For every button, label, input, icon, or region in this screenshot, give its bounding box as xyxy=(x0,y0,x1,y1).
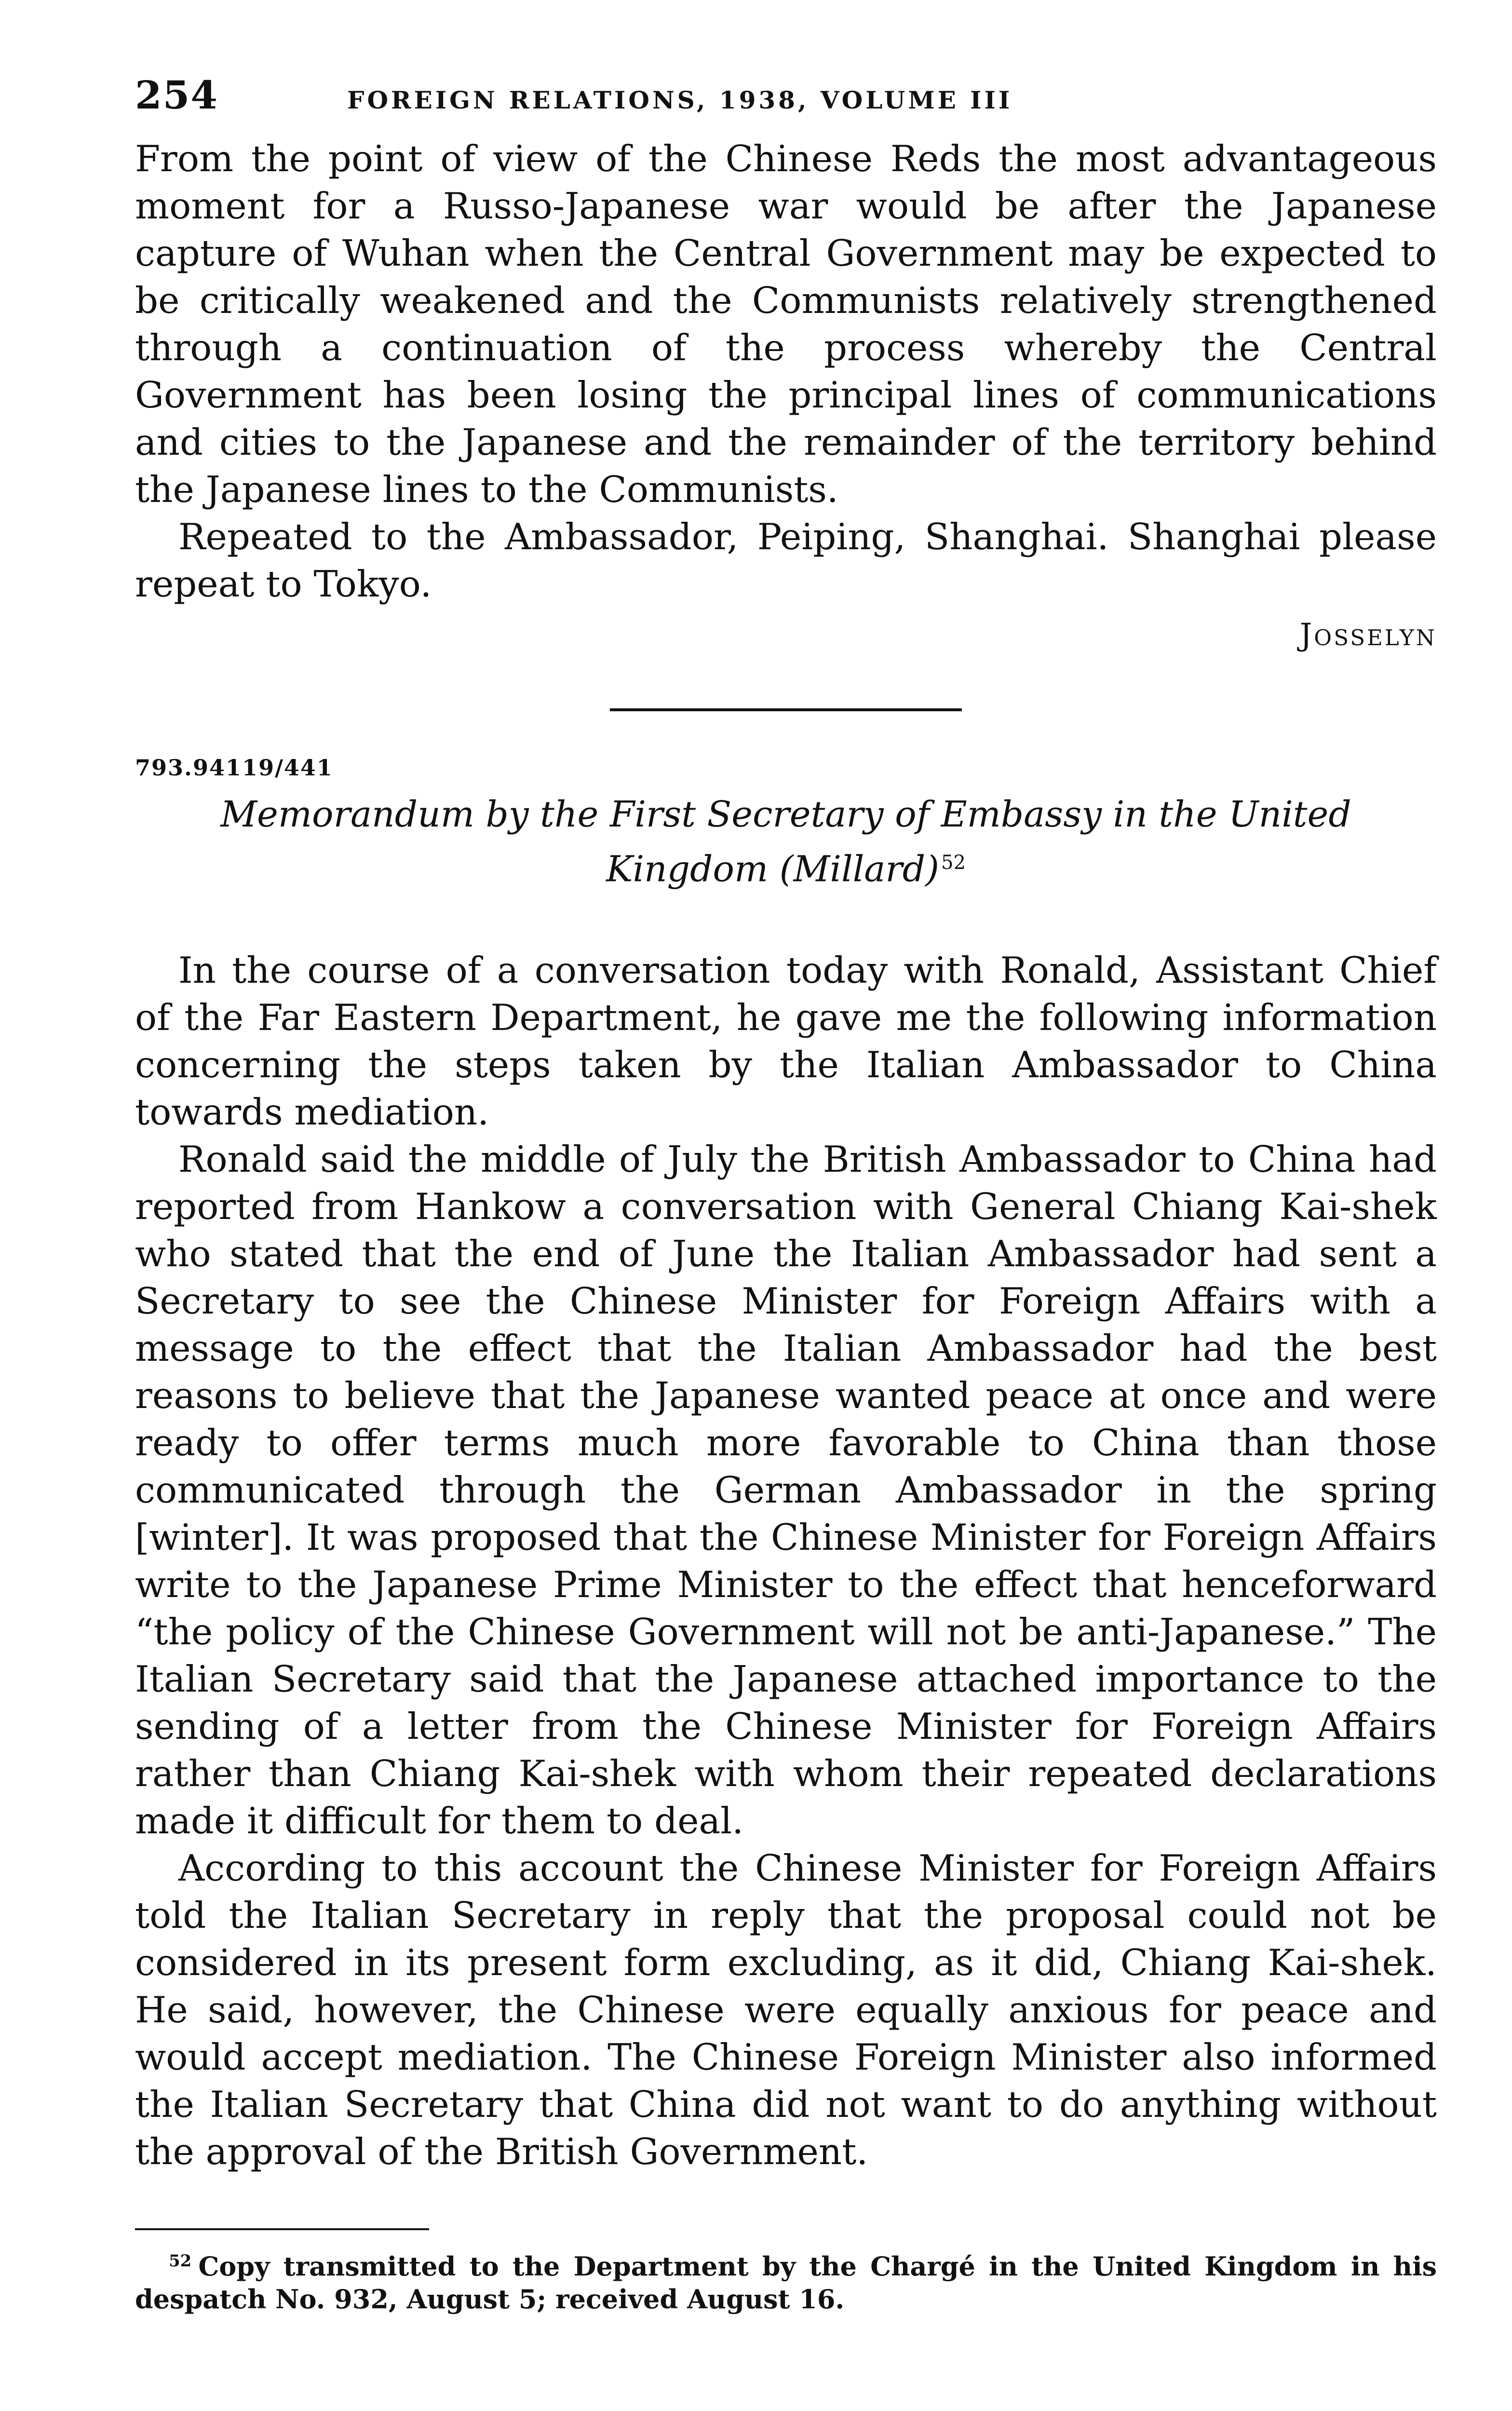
memorandum-body xyxy=(135,947,1437,2175)
document-page xyxy=(135,72,1437,2316)
footnote-text: Copy transmitted to the Department by the Chargé in the United Kingdom in his despatch No. 932, August 5; received August 16. xyxy=(135,2250,1437,2315)
memorandum-paragraph-2: Ronald said the middle of July the British Ambassador to China had reported from Hankow a conversation with General Chiang Kai-shek who stated that the end of June the Italian Ambassador had sent a Secretary to see the Chinese Minister for Foreign Affairs with a message to the effect that the Italian Ambassador had the best reasons to believe that the Japanese wanted peace at once and were ready to offer terms much more favorable to China than those communicated through the German Ambassador in the spring [winter]. It was proposed that the Chinese Minister for Foreign Affairs write to the Japanese Prime Minister to the effect that henceforward “the policy of the Chinese Government will not be anti-Japanese.” The Italian Secretary said that the Japanese attached importance to the sending of a letter from the Chinese Minister for Foreign Affairs rather than Chiang Kai-shek with whom their repeated declarations made it difficult for them to deal. xyxy=(135,1138,1437,1842)
memorandum-paragraph-1: In the course of a conversation today with Ronald, Assistant Chief of the Far Eastern Department, he gave me the following information concerning the steps taken by the Italian Ambassador to China towards mediation. xyxy=(135,948,1437,1133)
section-divider xyxy=(610,708,962,711)
page-header xyxy=(135,72,1437,135)
document-title xyxy=(135,790,1437,894)
footnote-divider xyxy=(135,2228,429,2230)
page-number: 254 xyxy=(135,72,218,118)
repeat-instruction-paragraph: Repeated to the Ambassador, Peiping, Shanghai. Shanghai please repeat to Tokyo. xyxy=(135,515,1437,605)
footnote-mark: 52 xyxy=(169,2251,192,2271)
file-number: 793.94119/441 xyxy=(135,755,333,781)
signature: Josselyn xyxy=(1299,617,1437,653)
continuation-paragraph: From the point of view of the Chinese Reds the most advantageous moment for a Russo-Japanese war would be after the Japanese capture of Wuhan when the Central Government may be expected to be critically weakened and the Communists relatively strengthened through a continuation of the process whereby the Central Government has been losing the principal lines of communications and cities to the Japanese and the remainder of the territory behind the Japanese lines to the Communists. xyxy=(135,137,1437,511)
memorandum-paragraph-3: According to this account the Chinese Minister for Foreign Affairs told the Italian Secretary in reply that the proposal could not be considered in its present form excluding, as it did, Chiang Kai-shek. He said, however, the Chinese were equally anxious for peace and would accept mediation. The Chinese Foreign Minister also informed the Italian Secretary that China did not want to do anything without the approval of the British Government. xyxy=(135,1846,1437,2173)
footnote xyxy=(135,2245,1437,2316)
running-head: FOREIGN RELATIONS, 1938, VOLUME III xyxy=(347,86,1013,114)
title-footnote-reference: 52 xyxy=(941,852,966,874)
document-title-text: Memorandum by the First Secretary of Embassy in the United Kingdom (Millard) xyxy=(220,794,1351,890)
continuation-section xyxy=(135,135,1437,608)
